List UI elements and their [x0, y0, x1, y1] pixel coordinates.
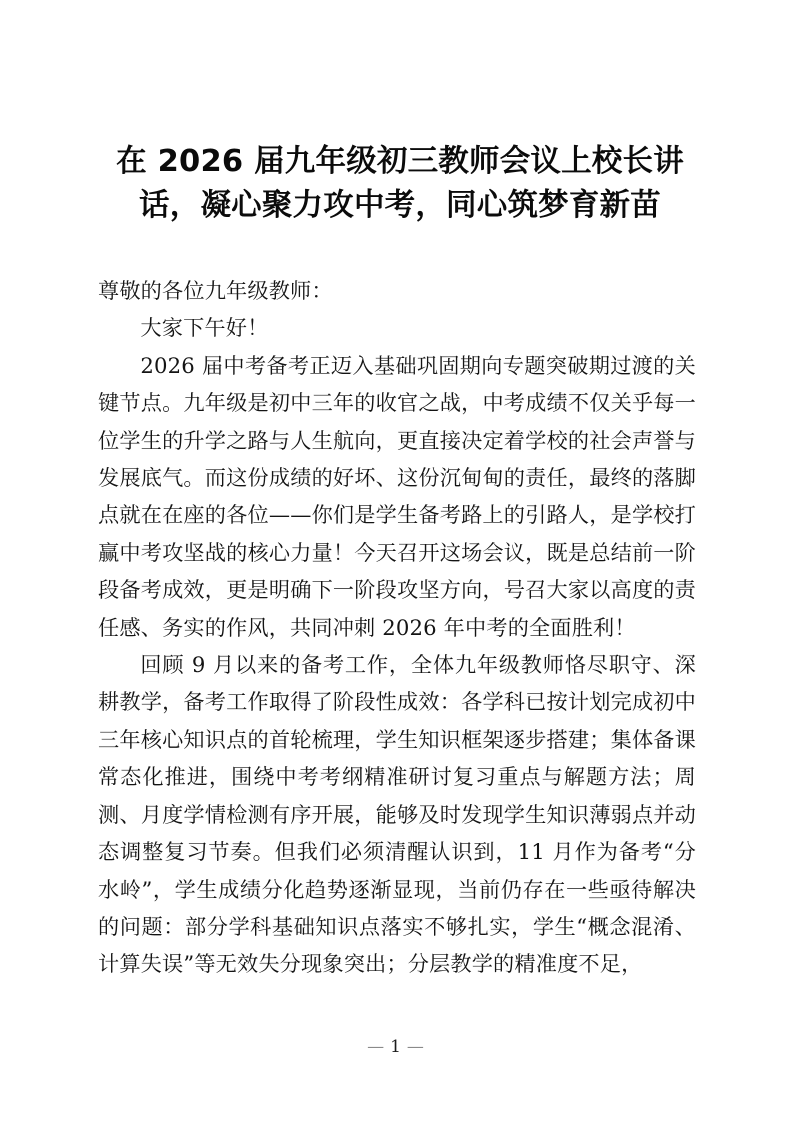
footer-left-dash: — — [367, 1037, 387, 1057]
body-paragraph-1: 2026 届中考备考正迈入基础巩固期向专题突破期过渡的关键节点。九年级是初中三年的收官之战，中考成绩不仅关乎每一位学生的升学之路与人生航向，更直接决定着学校的社会声誉与发展底气。而这份成绩的好坏、这份沉甸甸的责任，最终的落脚点就在在座的各位——你们是学生备考路上的引路人，是学校打赢中考攻坚战的核心力量！今天召开这场会议，既是总结前一阶段备考成效，更是明确下一阶段攻坚方向，号召大家以高度的责任感、务实的作风，共同冲刺 2026 年中考的全面胜利！ — [98, 352, 696, 640]
title-line-1: 在 2026 届九年级初三教师会议上校长讲 — [116, 144, 684, 179]
salutation: 尊敬的各位九年级教师： — [98, 278, 333, 303]
page-footer — [0, 1036, 793, 1058]
title-line-2: 话，凝心聚力攻中考，同心筑梦育新苗 — [139, 188, 661, 223]
page-number: 1 — [390, 1037, 403, 1057]
footer-right-dash: — — [406, 1037, 426, 1057]
greeting: 大家下午好！ — [140, 315, 269, 341]
document-body — [98, 272, 696, 983]
page-title — [104, 140, 696, 228]
body-paragraph-2: 回顾 9 月以来的备考工作，全体九年级教师恪尽职守、深耕教学，备考工作取得了阶段性成效：各学科已按计划完成初中三年核心知识点的首轮梳理，学生知识框架逐步搭建；集体备课常态化推进，围绕中考考纲精准研讨复习重点与解题方法；周测、月度学情检测有序开展，能够及时发现学生知识薄弱点并动态调整复习节奏。但我们必须清醒认识到，11 月作为备考“分水岭”，学生成绩分化趋势逐渐显现，当前仍存在一些亟待解决的问题：部分学科基础知识点落实不够扎实，学生“概念混淆、计算失误”等无效失分现象突出；分层教学的精准度不足， — [98, 652, 696, 977]
